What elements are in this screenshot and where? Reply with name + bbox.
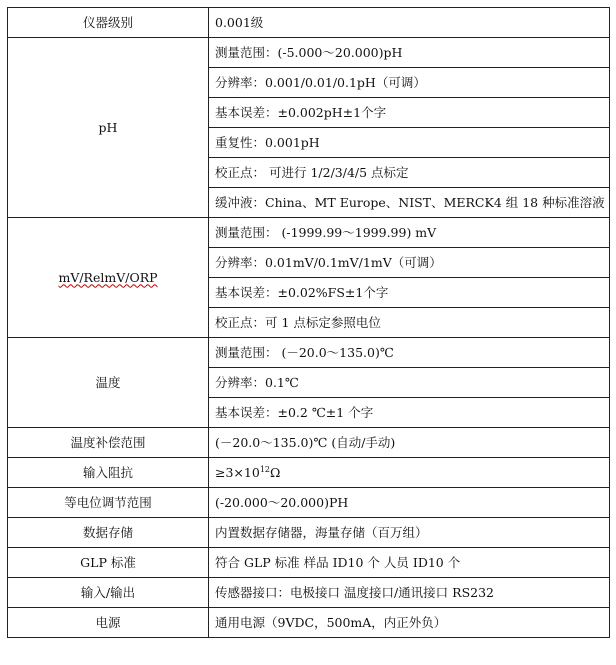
row-label-mv-cell <box>8 218 209 338</box>
temp-measure-range: 测量范围： (－20.0～135.0)℃ <box>209 338 610 368</box>
row-value-level: 0.001级 <box>209 8 610 38</box>
row-label-level: 仪器级别 <box>8 8 209 38</box>
power-value: 通用电源（9VDC，500mA，内正外负） <box>209 608 610 638</box>
table-row <box>8 428 610 458</box>
input-impedance-value <box>209 458 610 488</box>
ph-repeatability: 重复性：0.001pH <box>209 128 610 158</box>
isopotential-range: (-20.000～20.000)PH <box>209 488 610 518</box>
row-label-data-storage: 数据存储 <box>8 518 209 548</box>
impedance-unit: Ω <box>270 464 281 480</box>
spec-table <box>7 7 610 638</box>
ph-calibration-points: 校正点： 可进行 1/2/3/4/5 点标定 <box>209 158 610 188</box>
io-value: 传感器接口：电极接口 温度接口/通讯接口 RS232 <box>209 578 610 608</box>
table-row <box>8 338 610 368</box>
ph-resolution: 分辨率：0.001/0.01/0.1pH（可调） <box>209 68 610 98</box>
impedance-exponent: 12 <box>259 464 270 474</box>
mv-measure-range: 测量范围： (-1999.99～1999.99) mV <box>209 218 610 248</box>
row-label-input-impedance: 输入阻抗 <box>8 458 209 488</box>
mv-basic-error: 基本误差：±0.02%FS±1个字 <box>209 278 610 308</box>
table-row <box>8 548 610 578</box>
row-label-temperature: 温度 <box>8 338 209 428</box>
table-row <box>8 518 610 548</box>
mv-resolution: 分辨率：0.01mV/0.1mV/1mV（可调） <box>209 248 610 278</box>
table-row <box>8 458 610 488</box>
row-label-ph: pH <box>8 38 209 218</box>
ph-buffer: 缓冲液：China、MT Europe、NIST、MERCK4 组 18 种标准溶液 <box>209 188 610 218</box>
temp-basic-error: 基本误差：±0.2 ℃±1 个字 <box>209 398 610 428</box>
temp-compensation-range: (－20.0～135.0)℃ (自动/手动) <box>209 428 610 458</box>
impedance-base: ≥3×10 <box>215 464 260 480</box>
row-label-temp-compensation: 温度补偿范围 <box>8 428 209 458</box>
row-label-power: 电源 <box>8 608 209 638</box>
table-row <box>8 608 610 638</box>
temp-resolution: 分辨率：0.1℃ <box>209 368 610 398</box>
table-row <box>8 218 610 248</box>
table-row <box>8 578 610 608</box>
ph-basic-error: 基本误差：±0.002pH±1个字 <box>209 98 610 128</box>
ph-measure-range: 测量范围：(-5.000～20.000)pH <box>209 38 610 68</box>
glp-value: 符合 GLP 标准 样品 ID10 个 人员 ID10 个 <box>209 548 610 578</box>
row-label-mv: mV/RelmV/ORP <box>58 269 158 285</box>
row-label-glp: GLP 标准 <box>8 548 209 578</box>
row-label-isopotential: 等电位调节范围 <box>8 488 209 518</box>
data-storage-value: 内置数据存储器，海量存储（百万组） <box>209 518 610 548</box>
mv-calibration-point: 校正点：可 1 点标定参照电位 <box>209 308 610 338</box>
table-row <box>8 8 610 38</box>
table-row <box>8 38 610 68</box>
row-label-io: 输入/输出 <box>8 578 209 608</box>
table-row <box>8 488 610 518</box>
